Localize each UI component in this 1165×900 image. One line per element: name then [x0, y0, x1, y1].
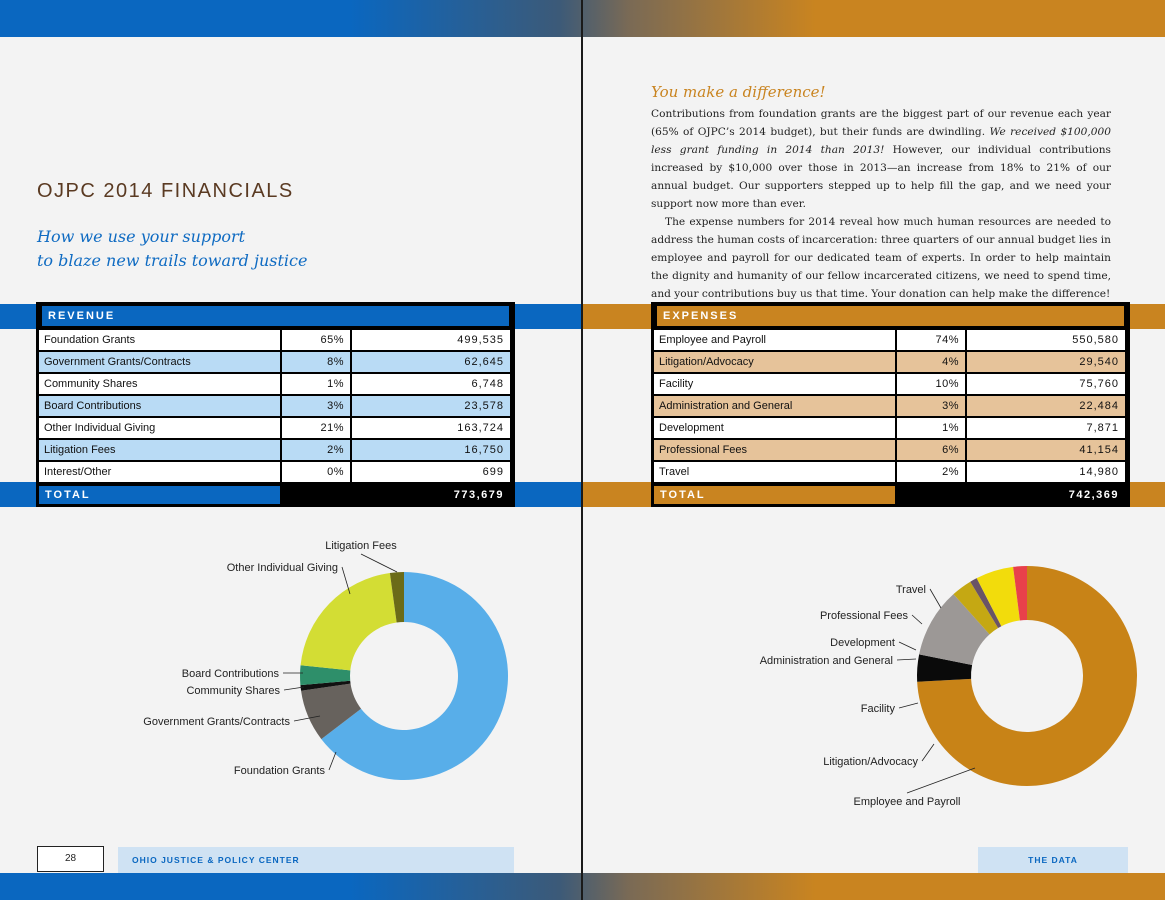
expenses-cell-pct: 1%	[897, 418, 965, 438]
revenue-cell-label: Government Grants/Contracts	[39, 352, 280, 372]
expenses-slice-label: Travel	[895, 584, 926, 596]
expenses-leader-line	[930, 589, 941, 608]
revenue-table-row	[39, 330, 512, 350]
revenue-table-row	[39, 440, 512, 460]
expenses-table-row	[654, 462, 1127, 482]
expenses-leader-line	[912, 615, 922, 624]
expenses-cell-label: Administration and General	[654, 396, 895, 416]
revenue-slice-label: Community Shares	[186, 685, 280, 697]
expenses-cell-amount: 41,154	[967, 440, 1125, 460]
expenses-cell-amount: 14,980	[967, 462, 1125, 482]
revenue-cell-label: Board Contributions	[39, 396, 280, 416]
expenses-leader-line	[897, 659, 916, 660]
revenue-table	[36, 302, 515, 507]
expenses-cell-label: Facility	[654, 374, 895, 394]
footer-section-name: THE DATA	[978, 847, 1128, 873]
revenue-cell-pct: 2%	[282, 440, 350, 460]
expenses-slice-label: Employee and Payroll	[853, 796, 961, 808]
subtitle-line-1: How we use your support	[37, 227, 246, 246]
footer-org-name: OHIO JUSTICE & POLICY CENTER	[118, 847, 514, 873]
revenue-cell-pct: 3%	[282, 396, 350, 416]
revenue-total-value: 773,679	[453, 489, 504, 501]
revenue-slice-label: Government Grants/Contracts	[143, 716, 290, 728]
body-text	[651, 105, 1111, 303]
para1-emphasis: We received $100,000 less grant funding in 2014 than 2013!	[651, 126, 1111, 156]
para1-text-c: However, our individual contributions increased by $10,000 over those in 2013—an increase from 18% to 21% of our annual budget. Our supporters stepped up to help fill the gap, and we need your support now more than ever.	[651, 144, 1111, 210]
expenses-cell-amount: 7,871	[967, 418, 1125, 438]
revenue-leader-line	[329, 752, 336, 770]
revenue-table-row	[39, 418, 512, 438]
revenue-cell-label: Community Shares	[39, 374, 280, 394]
revenue-cell-amount: 16,750	[352, 440, 510, 460]
difference-heading: You make a difference!	[651, 83, 826, 101]
expenses-table-row	[654, 330, 1127, 350]
revenue-cell-amount: 6,748	[352, 374, 510, 394]
revenue-table-row	[39, 352, 512, 372]
page-title: OJPC 2014 FINANCIALS	[37, 180, 294, 202]
expenses-cell-pct: 4%	[897, 352, 965, 372]
expenses-cell-amount: 75,760	[967, 374, 1125, 394]
revenue-cell-pct: 8%	[282, 352, 350, 372]
revenue-table-row	[39, 396, 512, 416]
revenue-rows	[39, 330, 512, 482]
expenses-slice-label: Professional Fees	[819, 610, 908, 622]
revenue-header-label: REVENUE	[42, 306, 509, 326]
revenue-cell-pct: 65%	[282, 330, 350, 350]
revenue-cell-amount: 23,578	[352, 396, 510, 416]
revenue-cell-pct: 21%	[282, 418, 350, 438]
expenses-table-row	[654, 396, 1127, 416]
expenses-cell-pct: 3%	[897, 396, 965, 416]
expenses-total-row	[654, 484, 1127, 506]
revenue-cell-label: Foundation Grants	[39, 330, 280, 350]
expenses-cell-label: Employee and Payroll	[654, 330, 895, 350]
expenses-rows	[654, 330, 1127, 482]
revenue-slice-label: Foundation Grants	[233, 765, 325, 777]
paragraph-1	[651, 105, 1111, 213]
revenue-slice-label: Board Contributions	[181, 668, 279, 680]
expenses-slice-label: Facility	[860, 703, 895, 715]
revenue-total-label: TOTAL	[39, 486, 280, 504]
expenses-cell-pct: 74%	[897, 330, 965, 350]
revenue-table-row	[39, 462, 512, 482]
revenue-total-row	[39, 484, 512, 506]
expenses-cell-amount: 22,484	[967, 396, 1125, 416]
expenses-table	[651, 302, 1130, 507]
expenses-slice-label: Development	[830, 637, 895, 649]
expenses-table-row	[654, 418, 1127, 438]
expenses-cell-label: Travel	[654, 462, 895, 482]
expenses-cell-pct: 6%	[897, 440, 965, 460]
revenue-slice-label: Litigation Fees	[325, 540, 397, 552]
revenue-cell-amount: 163,724	[352, 418, 510, 438]
page-number: 28	[37, 846, 104, 872]
para1-text-a: Contributions from foundation grants are the biggest part of our revenue each year (65% of OJPC’s 2014 budget), but their funds are dwindling.	[651, 108, 1111, 138]
revenue-cell-amount: 62,645	[352, 352, 510, 372]
revenue-slice-other-individual-giving	[301, 573, 397, 670]
expenses-slice-label: Litigation/Advocacy	[823, 756, 918, 768]
expenses-table-row	[654, 374, 1127, 394]
revenue-cell-pct: 0%	[282, 462, 350, 482]
expenses-leader-line	[899, 642, 916, 650]
revenue-cell-amount: 499,535	[352, 330, 510, 350]
paragraph-2: The expense numbers for 2014 reveal how much human resources are needed to address the human costs of incarceration: three quarters of our annual budget lies in employee and payroll for our dedicated team of experts. In order to help maintain the dignity and humanity of our fellow incarcerated citizens, we need to spend time, and your contributions buy us that time. Your donation can help make the difference!	[651, 216, 1111, 300]
expenses-cell-amount: 550,580	[967, 330, 1125, 350]
revenue-cell-label: Other Individual Giving	[39, 418, 280, 438]
expenses-slice-label: Administration and General	[759, 655, 893, 667]
revenue-cell-pct: 1%	[282, 374, 350, 394]
expenses-header-label: EXPENSES	[657, 306, 1124, 326]
expenses-table-row	[654, 440, 1127, 460]
revenue-cell-label: Litigation Fees	[39, 440, 280, 460]
revenue-table-row	[39, 374, 512, 394]
revenue-leader-line	[361, 554, 397, 572]
expenses-cell-label: Professional Fees	[654, 440, 895, 460]
revenue-table-header	[39, 306, 512, 328]
revenue-cell-amount: 699	[352, 462, 510, 482]
expenses-cell-label: Litigation/Advocacy	[654, 352, 895, 372]
expenses-cell-pct: 10%	[897, 374, 965, 394]
expenses-table-header	[654, 306, 1127, 328]
subtitle-line-2: to blaze new trails toward justice	[37, 251, 308, 270]
expenses-total-label: TOTAL	[654, 486, 895, 504]
expenses-leader-line	[922, 744, 934, 761]
expenses-table-row	[654, 352, 1127, 372]
revenue-cell-label: Interest/Other	[39, 462, 280, 482]
donut-charts	[0, 520, 1165, 840]
expenses-total-value: 742,369	[1068, 489, 1119, 501]
page-subtitle	[37, 225, 307, 273]
revenue-slice-label: Other Individual Giving	[226, 562, 338, 574]
expenses-leader-line	[907, 768, 975, 793]
expenses-cell-amount: 29,540	[967, 352, 1125, 372]
expenses-leader-line	[899, 703, 918, 708]
expenses-cell-label: Development	[654, 418, 895, 438]
expenses-cell-pct: 2%	[897, 462, 965, 482]
